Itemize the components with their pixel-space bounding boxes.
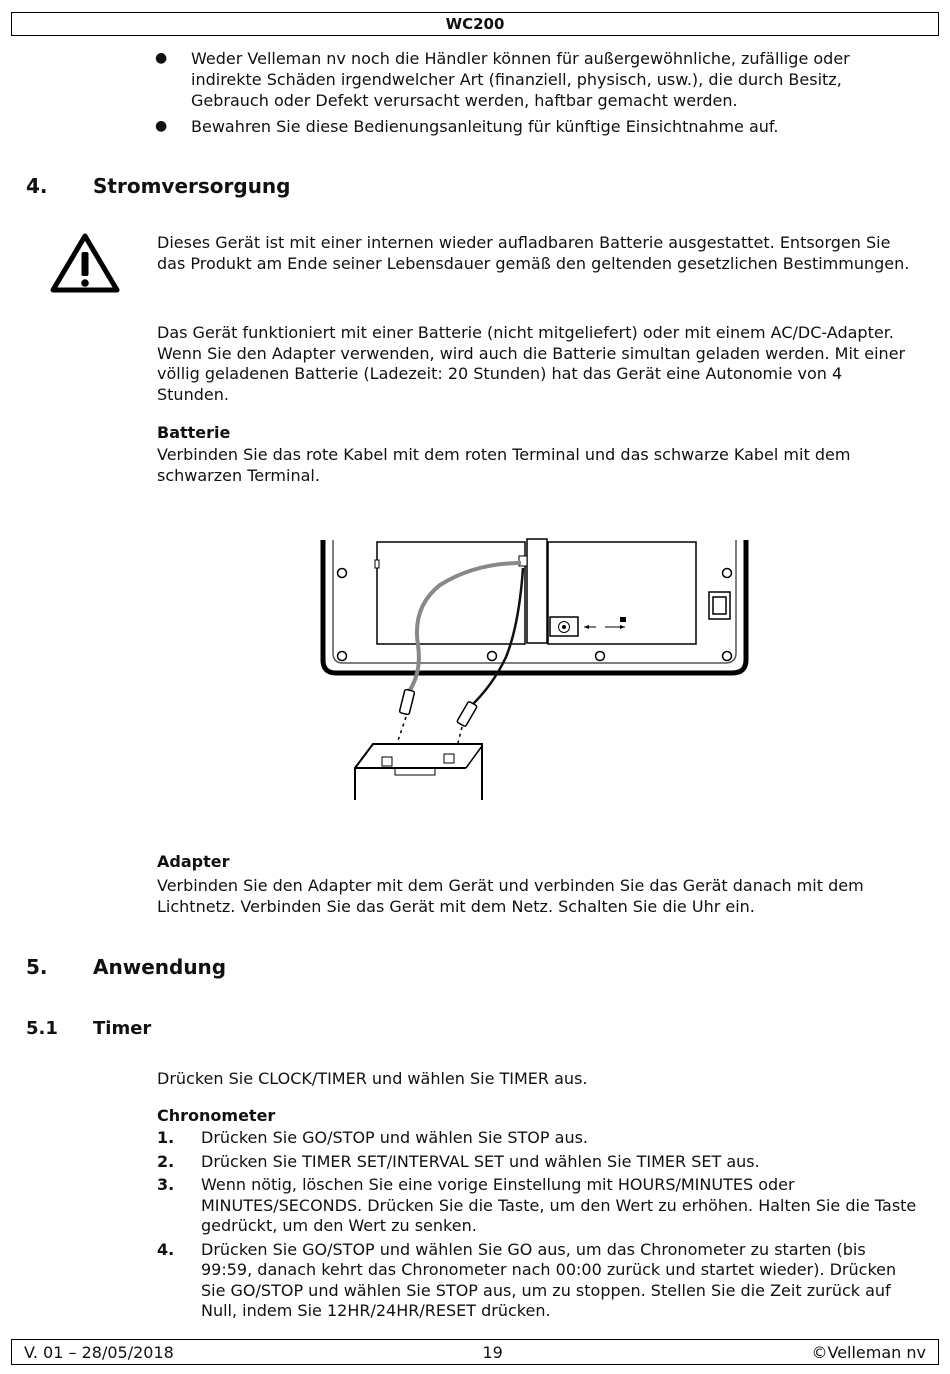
page-footer bbox=[11, 1339, 939, 1365]
step-text: Drücken Sie GO/STOP und wählen Sie GO aus, um das Chronometer zu starten (bis 99:59, danach kehrt das Chronometer nach 00:00 zurück und startet wieder). Drücken Sie GO/STOP und wählen Sie STOP aus, um zu stoppen. Stellen Sie die Zeit zurück auf Null, indem Sie 12HR/24HR/RESET drücken. bbox=[201, 1239, 897, 1320]
step-number: 1. bbox=[157, 1128, 175, 1147]
chronometer-heading: Chronometer bbox=[157, 1106, 276, 1125]
step-text: Drücken Sie GO/STOP und wählen Sie STOP aus. bbox=[201, 1128, 588, 1147]
bullet-text: Weder Velleman nv noch die Händler können für außergewöhnliche, zufällige oder indirekte Schäden irgendwelcher Art (finanziell, physisch, usw.), die durch Besitz, Gebrauch oder Defekt verursacht werden, haftbar gemacht werden. bbox=[191, 49, 850, 110]
header-title: WC200 bbox=[445, 15, 505, 33]
battery-text: Verbinden Sie das rote Kabel mit dem roten Terminal und das schwarze Kabel mit dem schwarzen Terminal. bbox=[157, 445, 851, 485]
list-item bbox=[155, 116, 900, 137]
intro-bullet-list bbox=[155, 48, 900, 142]
list-item bbox=[157, 1175, 917, 1237]
list-item bbox=[157, 1128, 917, 1149]
list-item bbox=[157, 1240, 917, 1322]
adapter-text: Verbinden Sie den Adapter mit dem Gerät und verbinden Sie das Gerät danach mit dem Lichtnetz. Verbinden Sie das Gerät mit dem Netz. Schalten Sie die Uhr ein. bbox=[157, 876, 864, 916]
section-title: Stromversorgung bbox=[93, 174, 291, 198]
section-4-heading bbox=[26, 174, 291, 198]
step-number: 3. bbox=[157, 1175, 175, 1194]
power-intro-text: Das Gerät funktioniert mit einer Batterie (nicht mitgeliefert) oder mit einem AC/DC-Adapter. Wenn Sie den Adapter verwenden, wird auch die Batterie simultan geladen werden. Mit einer völlig geladenen Batterie (Ladezeit: 20 Stunden) hat das Gerät eine Autonomie von 4 Stunden. bbox=[157, 323, 906, 404]
adapter-heading: Adapter bbox=[157, 852, 230, 871]
subsection-number: 5.1 bbox=[26, 1018, 58, 1039]
section-number: 4. bbox=[26, 174, 48, 198]
section-title: Anwendung bbox=[93, 955, 227, 979]
section-5-1-heading bbox=[26, 1018, 151, 1039]
warning-text: Dieses Gerät ist mit einer internen wieder aufladbaren Batterie ausgestattet. Entsorgen Sie das Produkt am Ende seiner Lebensdauer gemäß den geltenden gesetzlichen Bestimmungen. bbox=[157, 233, 910, 273]
page-header bbox=[11, 12, 939, 36]
section-5-heading bbox=[26, 955, 226, 979]
list-item bbox=[157, 1152, 917, 1173]
timer-intro-text: Drücken Sie CLOCK/TIMER und wählen Sie TIMER aus. bbox=[157, 1069, 588, 1088]
step-text: Wenn nötig, löschen Sie eine vorige Einstellung mit HOURS/MINUTES oder MINUTES/SECONDS. Drücken Sie die Taste, um den Wert zu erhöhen. Halten Sie die Taste gedrückt, um den Wert zu senken. bbox=[201, 1175, 917, 1235]
bullet-text: Bewahren Sie diese Bedienungsanleitung für künftige Einsichtnahme auf. bbox=[191, 117, 779, 136]
step-number: 2. bbox=[157, 1151, 175, 1171]
bullet-icon: ● bbox=[155, 50, 168, 66]
footer-page-number: 19 bbox=[482, 1342, 503, 1362]
warning-icon bbox=[50, 232, 120, 294]
step-text: Drücken Sie TIMER SET/INTERVAL SET und wählen Sie TIMER SET aus. bbox=[201, 1151, 760, 1171]
footer-copyright: ©Velleman nv bbox=[811, 1342, 926, 1362]
section-number: 5. bbox=[26, 955, 48, 979]
subsection-title: Timer bbox=[93, 1018, 152, 1039]
battery-connection-diagram bbox=[300, 535, 760, 815]
list-item bbox=[155, 48, 900, 111]
battery-heading: Batterie bbox=[157, 423, 231, 442]
footer-version: V. 01 – 28/05/2018 bbox=[24, 1342, 174, 1362]
step-number: 4. bbox=[157, 1239, 175, 1259]
bullet-icon: ● bbox=[155, 118, 168, 134]
chronometer-steps-list bbox=[157, 1128, 917, 1325]
